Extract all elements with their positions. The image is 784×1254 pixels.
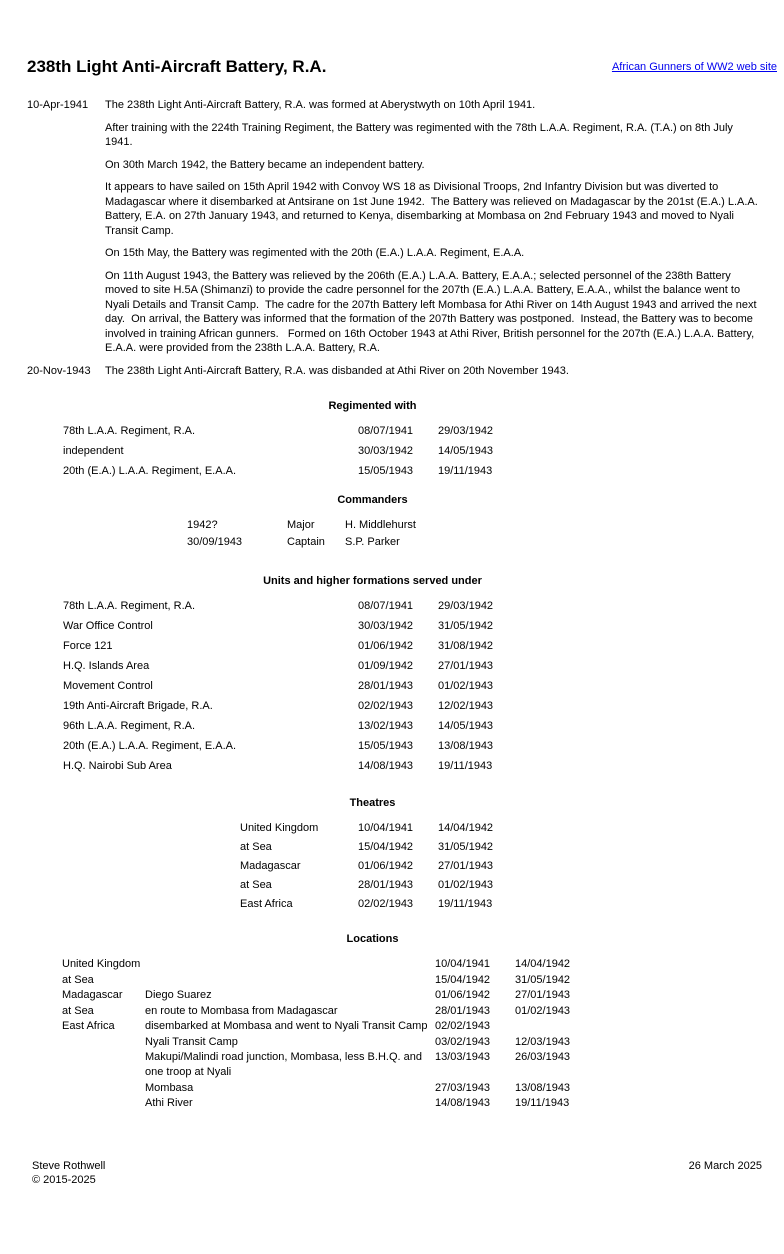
location-detail: disembarked at Mombasa and went to Nyali Transit Camp — [145, 1020, 428, 1032]
date-to: 14/05/1943 — [438, 720, 494, 732]
section-title-theatres: Theatres — [349, 797, 396, 809]
locations-table — [0, 957, 784, 1111]
location-theatre — [62, 1050, 145, 1080]
table-row — [0, 739, 784, 754]
unit-name: independent — [63, 445, 124, 457]
location-theatre: East Africa — [62, 1020, 115, 1032]
date-to: 19/11/1943 — [438, 465, 493, 477]
date-to: 12/02/1943 — [438, 700, 494, 712]
table-row — [0, 464, 784, 479]
footer-date: 26 March 2025 — [688, 1160, 762, 1172]
footer — [32, 1159, 762, 1187]
date-to: 19/11/1943 — [438, 760, 493, 772]
page-title: 238th Light Anti-Aircraft Battery, R.A. — [27, 57, 327, 76]
date-to: 13/08/1943 — [515, 1081, 571, 1094]
theatre-name: Madagascar — [240, 860, 301, 872]
date-to: 19/11/1943 — [515, 1097, 570, 1109]
date-to: 26/03/1943 — [515, 1051, 571, 1063]
table-row — [0, 639, 784, 654]
date-from: 15/05/1943 — [358, 465, 414, 477]
history-paragraph: The 238th Light Anti-Aircraft Battery, R.A. was disbanded at Athi River on 20th November 1943. — [105, 364, 569, 377]
unit-name: 19th Anti-Aircraft Brigade, R.A. — [63, 700, 213, 712]
date-to: 13/08/1943 — [438, 740, 494, 752]
section-title-locations: Locations — [346, 933, 399, 945]
date-to: 27/01/1943 — [438, 660, 494, 672]
date-to: 19/11/1943 — [438, 898, 493, 910]
history-date: 10-Apr-1941 — [27, 99, 89, 111]
location-detail: Makupi/Malindi road junction, Mombasa, less B.H.Q. and one troop at Nyali — [145, 1051, 422, 1078]
table-row — [0, 699, 784, 714]
section-title-regimented-with: Regimented with — [328, 400, 417, 412]
history-paragraph: After training with the 224th Training Regiment, the Battery was regimented with the 78th L.A.A. Regiment, R.A. (T.A.) on 8th July 1941. — [105, 121, 736, 148]
table-row — [0, 973, 784, 988]
table-row — [0, 759, 784, 774]
date-from: 08/07/1941 — [358, 425, 414, 437]
theatre-name: East Africa — [240, 898, 293, 910]
history-paragraph: On 11th August 1943, the Battery was relieved by the 206th (E.A.) L.A.A. Battery, E.A.A.; selected personnel of the 238th Battery moved to site H.5A (Shimanzi) to provide the cadre personnel for the 207th (E.A.) L.A.A. Battery, E.A.A., whilst the balance went to Nyali Details and Transit Camp. The cadre for the 207th Battery left Mombasa for Athi River on 14th August 1943 and arrived the next day. On arrival, the Battery was informed that the formation of the 207th Battery was postponed. Instead, the Battery was to become involved in training African gunners. Formed on 16th October 1943 at Athi River, British personnel for the 207th (E.A.) L.A.A. Battery, E.A.A. were provided from the 238th L.A.A. Battery, R.A. — [105, 269, 760, 354]
date-from: 28/01/1943 — [358, 680, 414, 692]
location-detail: Athi River — [145, 1097, 193, 1109]
date-from: 02/02/1943 — [358, 898, 414, 910]
section-commanders — [0, 493, 784, 550]
commander-date: 1942? — [187, 519, 218, 531]
history-entry — [0, 121, 784, 158]
section-title-units: Units and higher formations served under — [263, 575, 482, 587]
table-row — [0, 659, 784, 674]
theatre-name: at Sea — [240, 879, 272, 891]
table-row — [0, 679, 784, 694]
table-row — [0, 897, 784, 912]
history-paragraph: It appears to have sailed on 15th April 1942 with Convoy WS 18 as Divisional Troops, 2nd Infantry Division but was diverted to Madagascar where it disembarked at Antsirane on 1st June 1942. The Battery was relieved on Madagascar by the 201st (E.A.) L.A.A. Battery, E.A. on 27th January 1943, and returned to Kenya, disembarking at Mombasa on 2nd February 1943 and moved to Nyali Transit Camp. — [105, 181, 761, 237]
history-date — [0, 180, 105, 246]
commander-date: 30/09/1943 — [187, 536, 243, 548]
unit-name: 78th L.A.A. Regiment, R.A. — [63, 425, 196, 437]
date-from: 13/03/1943 — [435, 1051, 491, 1063]
table-row — [0, 1050, 784, 1080]
location-detail: Diego Suarez — [145, 989, 212, 1001]
history-paragraph: On 30th March 1942, the Battery became an independent battery. — [105, 158, 425, 171]
location-theatre: Madagascar — [62, 989, 123, 1001]
history-entry — [0, 246, 784, 269]
location-theatre: at Sea — [62, 1004, 94, 1017]
date-from: 30/03/1942 — [358, 445, 414, 457]
date-from: 13/02/1943 — [358, 720, 414, 732]
date-from: 08/07/1941 — [358, 600, 414, 612]
section-theatres — [0, 796, 784, 912]
location-detail: Mombasa — [145, 1081, 194, 1094]
unit-name: Movement Control — [63, 680, 153, 692]
table-row — [0, 957, 784, 972]
location-detail: Nyali Transit Camp — [145, 1035, 238, 1048]
date-to: 29/03/1942 — [438, 600, 494, 612]
table-row — [0, 1081, 784, 1096]
table-row — [0, 1035, 784, 1050]
date-to: 14/05/1943 — [438, 445, 494, 457]
location-detail: en route to Mombasa from Madagascar — [145, 1004, 338, 1017]
date-from: 03/02/1943 — [435, 1035, 491, 1048]
table-row — [0, 444, 784, 459]
location-theatre: United Kingdom — [62, 958, 141, 970]
date-from: 14/08/1943 — [358, 760, 414, 772]
location-detail — [145, 973, 435, 988]
theatre-name: at Sea — [240, 841, 272, 853]
history-paragraph: The 238th Light Anti-Aircraft Battery, R.A. was formed at Aberystwyth on 10th April 1941. — [105, 99, 536, 111]
unit-name: H.Q. Islands Area — [63, 660, 150, 672]
date-from: 14/08/1943 — [435, 1097, 491, 1109]
table-row — [0, 599, 784, 614]
table-row — [0, 619, 784, 634]
table-row — [0, 988, 784, 1003]
date-from: 28/01/1943 — [435, 1004, 491, 1017]
history-entry — [0, 98, 784, 121]
table-row — [0, 859, 784, 874]
date-to: 12/03/1943 — [515, 1035, 571, 1048]
table-row — [0, 424, 784, 439]
date-to: 01/02/1943 — [515, 1004, 571, 1017]
date-to: 14/04/1942 — [515, 958, 571, 970]
date-from: 02/02/1943 — [358, 700, 414, 712]
date-from: 02/02/1943 — [435, 1020, 491, 1032]
date-to: 14/04/1942 — [438, 822, 494, 834]
history-date — [0, 158, 105, 181]
date-to: 29/03/1942 — [438, 425, 494, 437]
table-row — [0, 518, 784, 533]
unit-name: War Office Control — [63, 620, 153, 632]
unit-name: 20th (E.A.) L.A.A. Regiment, E.A.A. — [63, 465, 237, 477]
table-row — [0, 719, 784, 734]
date-to: 27/01/1943 — [438, 860, 494, 872]
theatre-name: United Kingdom — [240, 822, 319, 834]
history-date: 20-Nov-1943 — [27, 364, 91, 377]
footer-left — [32, 1159, 105, 1187]
date-to: 27/01/1943 — [515, 989, 571, 1001]
section-locations — [0, 932, 784, 1111]
history-entry — [0, 180, 784, 246]
date-from: 10/04/1941 — [358, 822, 414, 834]
location-detail — [145, 957, 435, 972]
date-from: 15/05/1943 — [358, 740, 414, 752]
unit-name: 20th (E.A.) L.A.A. Regiment, E.A.A. — [63, 740, 237, 752]
regimented-with-table — [0, 424, 784, 479]
section-units — [0, 574, 784, 774]
history — [0, 98, 784, 386]
table-row — [0, 1004, 784, 1019]
footer-copyright: © 2015-2025 — [32, 1174, 96, 1186]
unit-name: 96th L.A.A. Regiment, R.A. — [63, 720, 196, 732]
location-theatre — [62, 1081, 145, 1096]
site-link[interactable]: African Gunners of WW2 web site — [611, 61, 777, 73]
date-from: 10/04/1941 — [435, 958, 491, 970]
commanders-table — [0, 518, 784, 550]
table-row — [0, 1019, 784, 1034]
location-theatre — [62, 1035, 145, 1050]
date-to: 01/02/1943 — [438, 879, 494, 891]
date-from: 01/06/1942 — [358, 860, 414, 872]
date-from: 30/03/1942 — [358, 620, 414, 632]
section-title-commanders: Commanders — [337, 494, 408, 506]
date-from: 01/09/1942 — [358, 660, 414, 672]
location-theatre: at Sea — [62, 973, 94, 986]
table-row — [0, 1096, 784, 1111]
date-from: 01/06/1942 — [435, 989, 491, 1001]
commander-name: H. Middlehurst — [345, 519, 416, 531]
history-date — [0, 269, 105, 364]
history-paragraph: On 15th May, the Battery was regimented with the 20th (E.A.) L.A.A. Regiment, E.A.A. — [105, 247, 525, 259]
location-theatre — [62, 1096, 145, 1111]
history-entry — [0, 269, 784, 364]
history-entry — [0, 158, 784, 181]
units-table — [0, 599, 784, 774]
theatres-table — [0, 821, 784, 912]
history-entry — [0, 364, 784, 387]
date-from: 27/03/1943 — [435, 1081, 491, 1094]
unit-name: H.Q. Nairobi Sub Area — [63, 760, 172, 772]
commander-rank: Major — [287, 519, 315, 531]
date-to: 31/05/1942 — [515, 973, 571, 986]
date-to: 31/05/1942 — [438, 841, 494, 853]
history-date — [0, 121, 105, 158]
table-row — [0, 535, 784, 550]
table-row — [0, 840, 784, 855]
date-to: 31/05/1942 — [438, 620, 494, 632]
commander-rank: Captain — [287, 536, 325, 548]
footer-author: Steve Rothwell — [32, 1160, 106, 1172]
date-from: 15/04/1942 — [358, 841, 414, 853]
commander-name: S.P. Parker — [345, 536, 400, 548]
section-regimented-with — [0, 399, 784, 479]
date-to: 31/08/1942 — [438, 640, 494, 652]
unit-name: 78th L.A.A. Regiment, R.A. — [63, 600, 196, 612]
date-from: 15/04/1942 — [435, 973, 491, 986]
date-from: 28/01/1943 — [358, 879, 414, 891]
table-row — [0, 821, 784, 836]
date-to: 01/02/1943 — [438, 680, 494, 692]
table-row — [0, 878, 784, 893]
unit-name: Force 121 — [63, 640, 113, 652]
date-from: 01/06/1942 — [358, 640, 414, 652]
history-date — [0, 246, 105, 269]
